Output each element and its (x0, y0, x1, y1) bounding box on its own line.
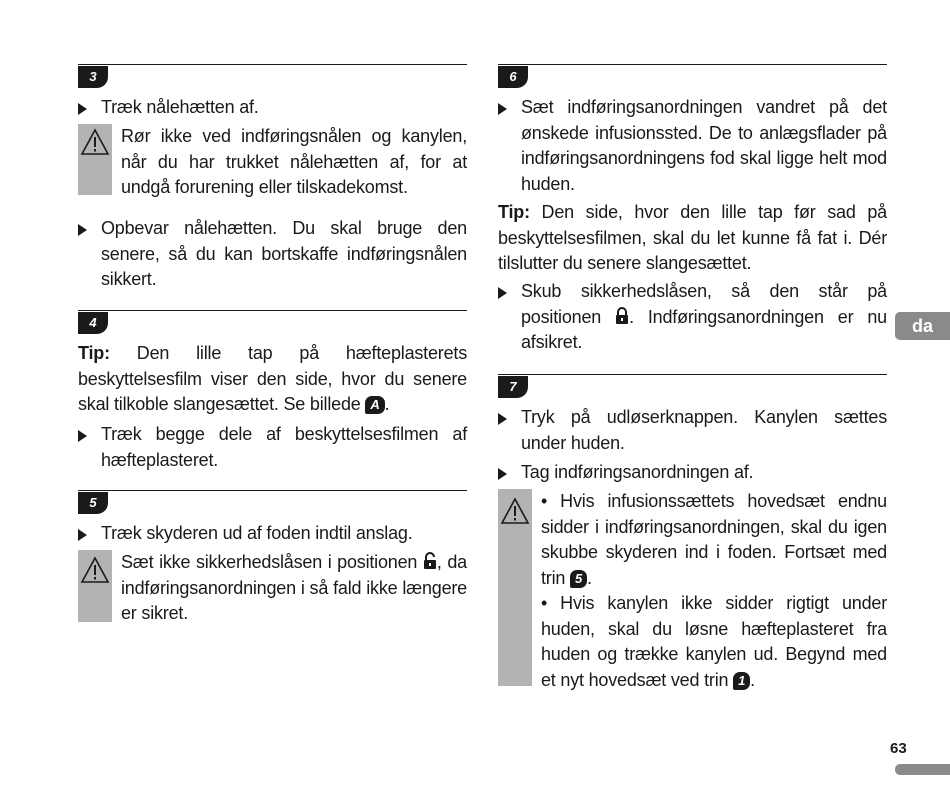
lock-open-icon (423, 552, 437, 570)
warning-triangle-icon (500, 497, 530, 525)
warning-paragraph: • Hvis kanylen ikke sidder rigtigt under huden, skal du løsne hæfteplasteret fra huden og trække kanylen ud. Begynd med et nyt hovedsæt ved trin 1 . (541, 593, 887, 690)
bullet-item (498, 405, 887, 456)
warning-paragraph: • Hvis infusionssættets hovedsæt endnu sidder i indføringsanordningen, skal du igen skubbe skyderen ind i foden. Fortsæt med trin 5 . (541, 491, 887, 588)
tip-label: Tip: (498, 202, 530, 222)
bullet-text: Skub sikkerhedslåsen, så den står på positionen . Indføringsanordningen er nu afsikret. (521, 281, 887, 352)
bullet-arrow-icon (78, 224, 87, 236)
warning-box (78, 550, 467, 627)
bullet-item (498, 95, 887, 197)
bullet-arrow-icon (498, 468, 507, 480)
bullet-arrow-icon (498, 103, 507, 115)
bullet-arrow-icon (78, 430, 87, 442)
warning-box (78, 124, 467, 201)
tip-label: Tip: (78, 343, 110, 363)
step-4-header (78, 310, 467, 336)
warning-triangle-icon (80, 128, 110, 156)
step-badge: 4 (78, 312, 108, 334)
bullet-arrow-icon (498, 287, 507, 299)
step-badge: 5 (78, 492, 108, 514)
tip-paragraph: Tip: Den side, hvor den lille tap før sad på beskyttelsesfilmen, skal du let kunne få fat i. Dér tilslutter du senere slangesættet. (498, 202, 887, 273)
bullet-item (498, 460, 887, 486)
warning-text: Sæt ikke sikkerhedslåsen i positionen , da indføringsanordningen i så fald ikke længere er sikret. (121, 552, 467, 623)
warning-text: Rør ikke ved indføringsnålen og kanylen, når du har trukket nålehætten af, for at undgå forurening eller tilskadekomst. (121, 126, 467, 197)
step-badge: 3 (78, 66, 108, 88)
warning-text (541, 489, 887, 693)
bullet-text: Træk nålehætten af. (101, 97, 259, 117)
bullet-text: Sæt indføringsanordningen vandret på det ønskede infusionssted. De to anlægsflader på indføringsanordningens fod skal ligge helt mod huden. (521, 97, 887, 194)
bullet-text: Tryk på udløserknappen. Kanylen sættes under huden. (521, 407, 887, 453)
step-ref-badge: 5 (570, 570, 587, 588)
warning-box (498, 489, 887, 693)
bullet-arrow-icon (498, 413, 507, 425)
step-7-header (498, 374, 887, 400)
tip-paragraph: Tip: Den lille tap på hæfteplasterets beskyttelsesfilm viser den side, hvor du senere skal tilkoble slangesættet. Se billede A . (78, 343, 467, 414)
page-number-bar (895, 764, 950, 775)
bullet-item (498, 279, 887, 356)
step-badge: 7 (498, 376, 528, 398)
lock-closed-icon (615, 307, 629, 325)
step-3-header (78, 64, 467, 90)
step-6-header (498, 64, 887, 90)
figure-ref-badge: A (365, 396, 384, 414)
step-ref-badge: 1 (733, 672, 750, 690)
bullet-item (78, 95, 467, 121)
bullet-item (78, 216, 467, 293)
bullet-text: Træk skyderen ud af foden indtil anslag. (101, 523, 413, 543)
bullet-arrow-icon (78, 103, 87, 115)
bullet-text: Opbevar nålehætten. Du skal bruge den senere, så du kan bortskaffe indføringsnålen sikkert. (101, 218, 467, 289)
step-badge: 6 (498, 66, 528, 88)
bullet-item (78, 521, 467, 547)
page-number: 63 (890, 740, 907, 757)
bullet-item (78, 422, 467, 473)
language-tab: da (895, 312, 950, 340)
warning-triangle-icon (80, 556, 110, 584)
bullet-text: Tag indføringsanordningen af. (521, 462, 754, 482)
bullet-arrow-icon (78, 529, 87, 541)
step-5-header (78, 490, 467, 516)
bullet-text: Træk begge dele af beskyttelsesfilmen af hæfteplasteret. (101, 424, 467, 470)
